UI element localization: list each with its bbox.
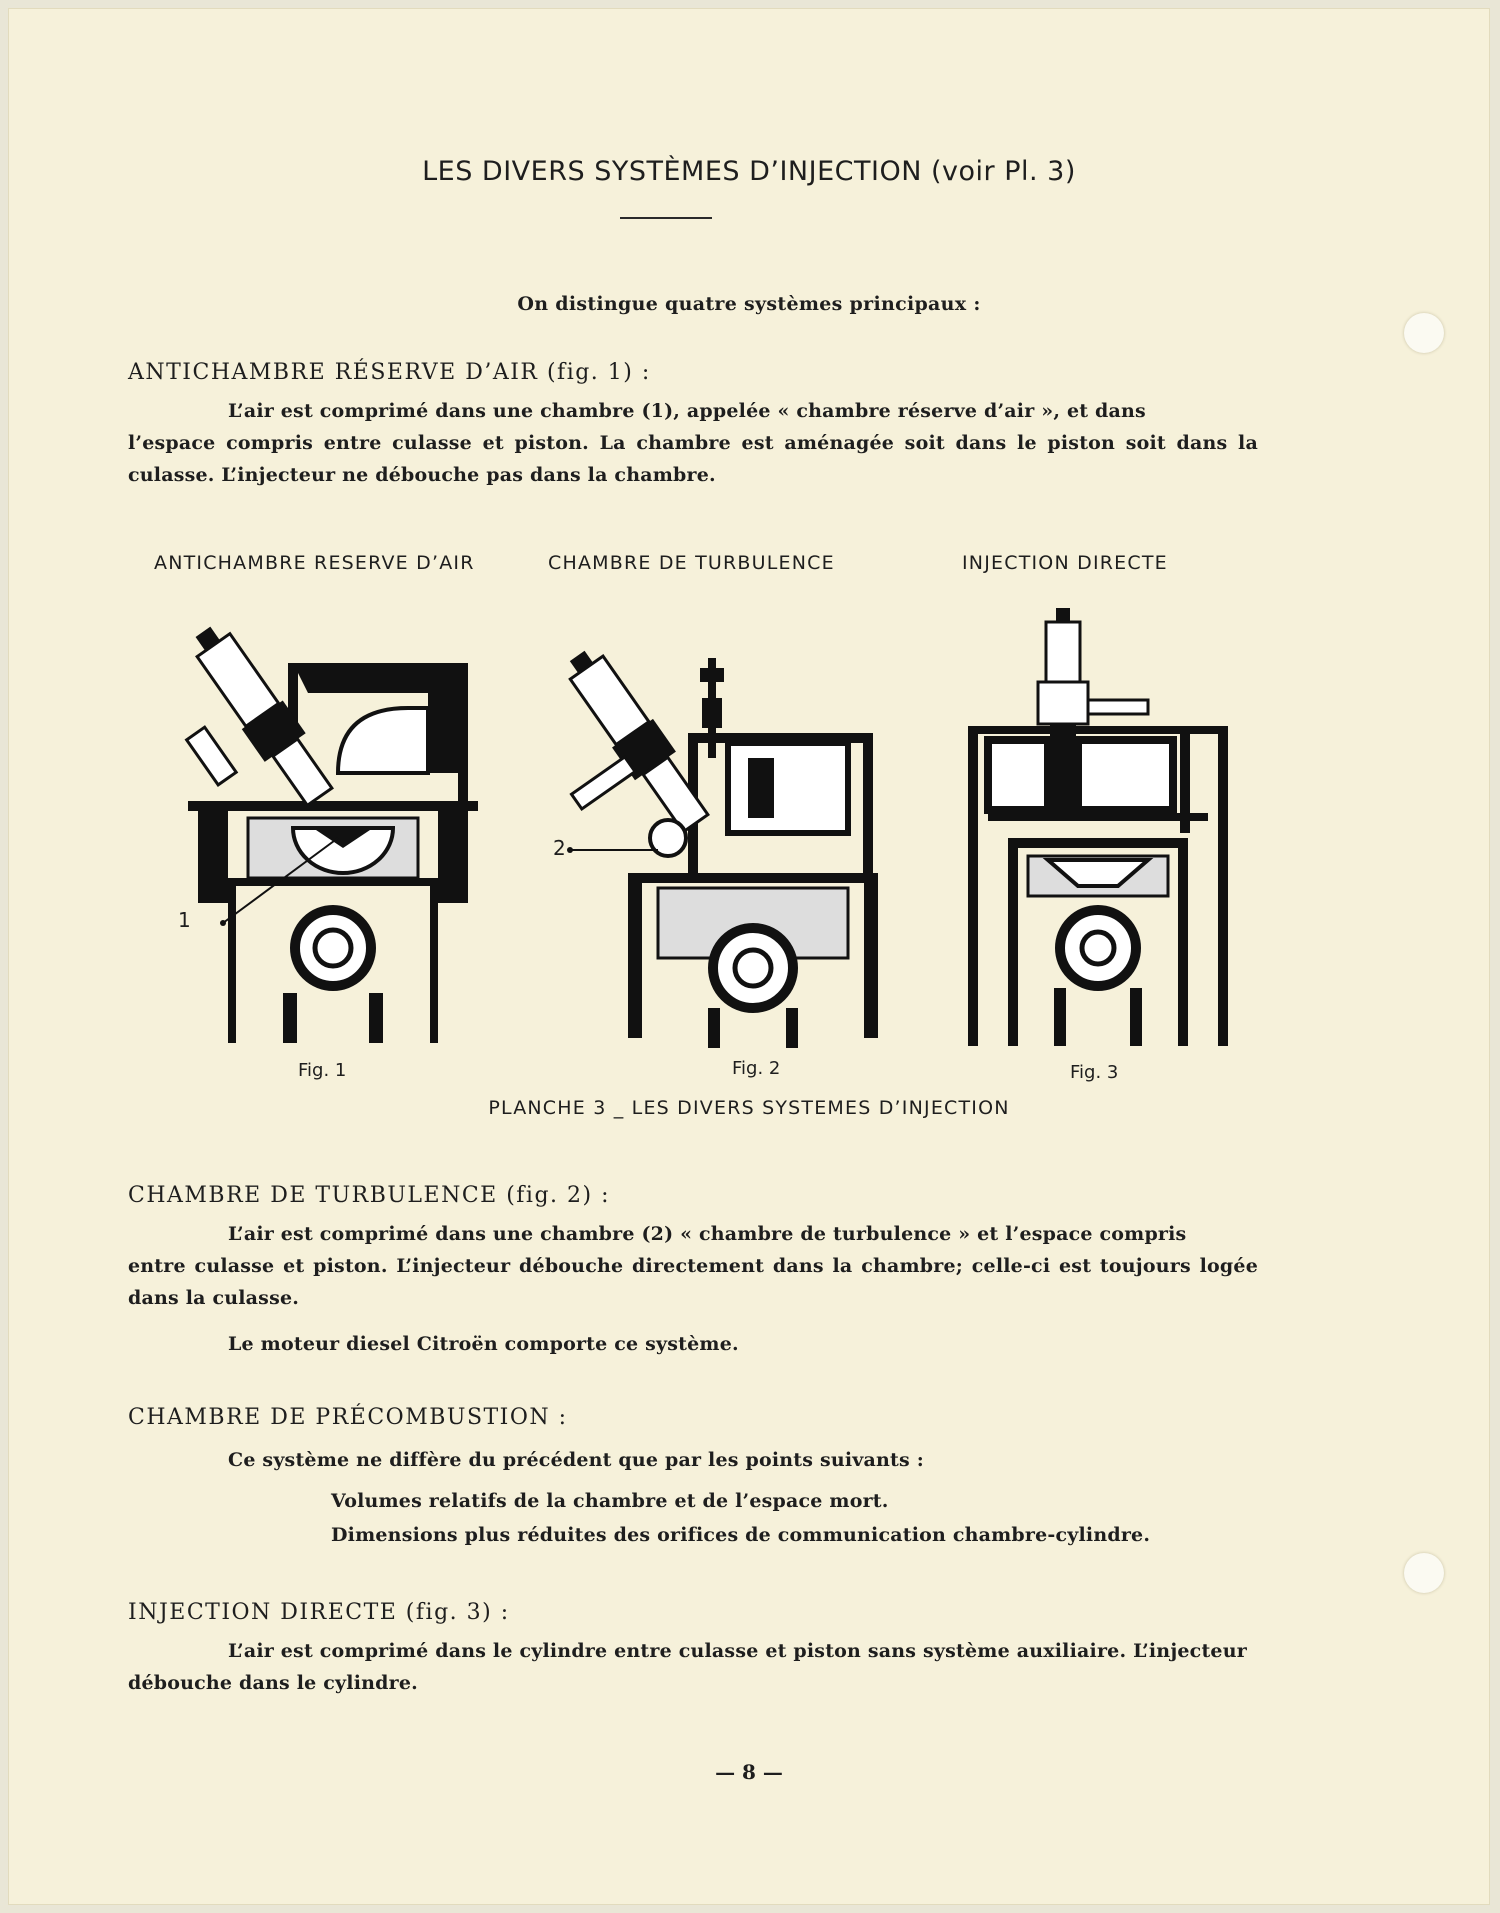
engine-diagram-fig1 (188, 623, 508, 1043)
section-paragraph-injection-directe (128, 1635, 1258, 1699)
paragraph-first-line: L’air est comprimé dans une chambre (2) « chambre de turbulence » et l’espace compris (228, 1223, 1187, 1245)
figure-label-3: Fig. 3 (1070, 1062, 1119, 1083)
page-number: — 8 — (715, 1760, 783, 1784)
precombustion-point-2: Dimensions plus réduites des orifices de communication chambre-cylindre. (331, 1524, 1151, 1546)
paragraph-first-line: L’air est comprimé dans le cylindre entre culasse et piston sans système auxiliaire. L’injecteur (228, 1640, 1247, 1662)
document-page (8, 8, 1490, 1905)
title-rule (620, 217, 712, 219)
section-heading-antichambre: ANTICHAMBRE RÉSERVE D’AIR (fig. 1) : (128, 360, 651, 385)
section-heading-injection-directe: INJECTION DIRECTE (fig. 3) : (128, 1600, 510, 1625)
paragraph-first-line: L’air est comprimé dans une chambre (1), appelée « chambre réserve d’air », et dans (228, 400, 1146, 422)
figure-label-1: Fig. 1 (298, 1060, 347, 1081)
callout-1: 1 (178, 908, 191, 932)
section-heading-turbulence: CHAMBRE DE TURBULENCE (fig. 2) : (128, 1183, 611, 1208)
punch-hole-bottom (1404, 1553, 1444, 1593)
paragraph-continuation: débouche dans le cylindre. (128, 1672, 418, 1694)
engine-diagram-fig3 (968, 608, 1228, 1048)
precombustion-intro: Ce système ne diffère du précédent que par les points suivants : (228, 1449, 924, 1471)
section-heading-precombustion: CHAMBRE DE PRÉCOMBUSTION : (128, 1405, 568, 1430)
paragraph-continuation: l’espace compris entre culasse et piston. La chambre est aménagée soit dans le piston soit dans la culasse. L’injecteur ne débouche pas dans la chambre. (128, 432, 1258, 486)
paragraph-continuation: entre culasse et piston. L’injecteur débouche directement dans la chambre; celle-ci est toujours logée dans la culasse. (128, 1255, 1258, 1309)
figure-label-2: Fig. 2 (732, 1058, 781, 1079)
figure-heading-3: INJECTION DIRECTE (962, 552, 1168, 574)
figure-heading-1: ANTICHAMBRE RESERVE D’AIR (154, 552, 475, 574)
intro-text: On distingue quatre systèmes principaux : (517, 293, 981, 315)
figure-caption: PLANCHE 3 _ LES DIVERS SYSTEMES D’INJECTION (488, 1097, 1010, 1119)
page-title: LES DIVERS SYSTÈMES D’INJECTION (voir Pl. 3) (422, 156, 1076, 187)
citroen-note: Le moteur diesel Citroën comporte ce système. (228, 1333, 739, 1355)
precombustion-point-1: Volumes relatifs de la chambre et de l’espace mort. (331, 1490, 889, 1512)
section-paragraph-antichambre (128, 395, 1258, 491)
section-paragraph-turbulence (128, 1218, 1258, 1314)
punch-hole-top (1404, 313, 1444, 353)
callout-2: 2 (553, 836, 566, 860)
engine-diagram-fig2 (558, 648, 888, 1048)
figure-heading-2: CHAMBRE DE TURBULENCE (548, 552, 835, 574)
